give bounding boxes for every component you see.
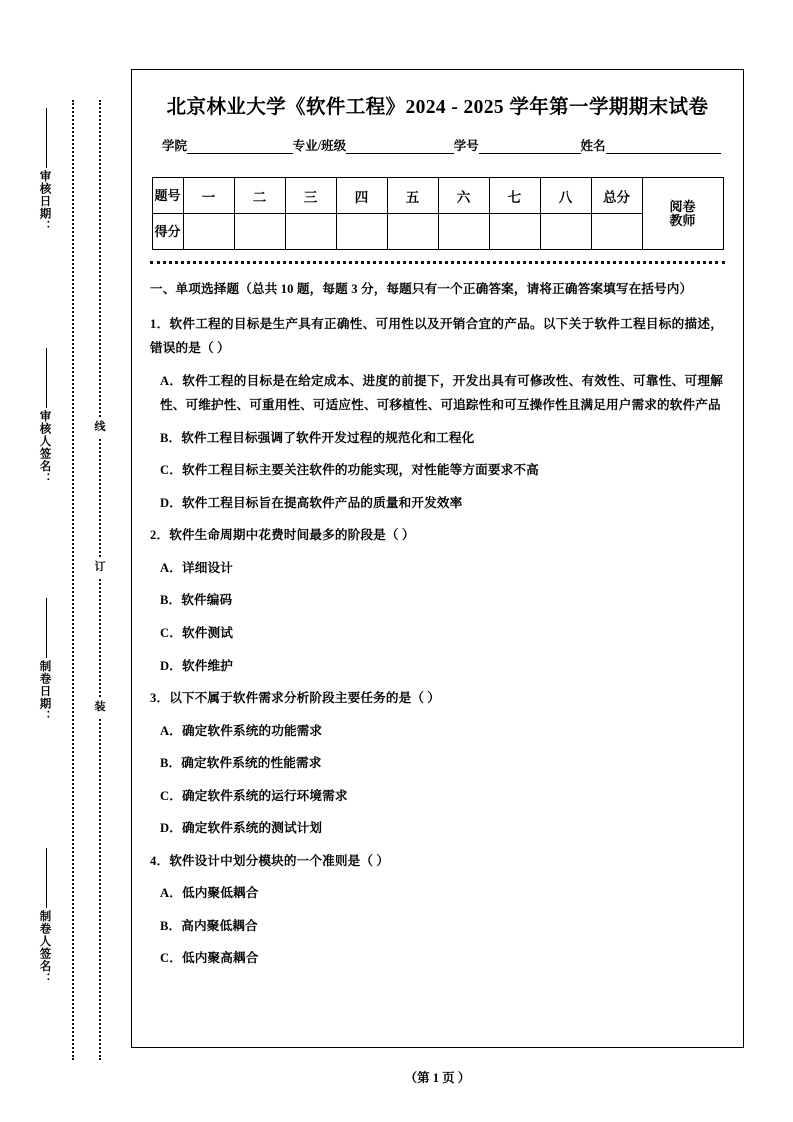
signature-rule-3: [46, 598, 47, 658]
score-col-5: 五: [387, 178, 438, 214]
question-body: [150, 277, 723, 971]
question-2-option-b[interactable]: B．软件编码: [160, 593, 233, 608]
fold-char-bind: 订: [92, 558, 108, 578]
signature-rule-1: [46, 108, 47, 168]
question-1-option-c[interactable]: C．软件工程目标主要关注软件的功能实现，对性能等方面要求不高: [160, 463, 539, 478]
question-3-option-a[interactable]: A．确定软件系统的功能需求: [160, 723, 323, 738]
section-divider: [150, 261, 725, 264]
field-label-college: 学院: [162, 139, 188, 153]
question-3-option-c[interactable]: C．确定软件系统的运行环境需求: [160, 788, 348, 803]
signature-rule-4: [46, 848, 47, 908]
margin-label-producer-signature: 制卷人签名：: [38, 910, 51, 985]
row-label-score: [152, 214, 183, 250]
score-col-6: 六: [438, 178, 489, 214]
fold-char-line: 线: [92, 418, 108, 438]
margin-label-audit-date: 审核日期：: [38, 170, 51, 233]
question-2-option-c[interactable]: C．软件测试: [160, 626, 233, 641]
question-1-option-b[interactable]: B．软件工程目标强调了软件开发过程的规范化和工程化: [160, 430, 475, 445]
question-4-option-a[interactable]: A．低内聚低耦合: [160, 886, 259, 901]
page-footer: （第 1 页 ）: [404, 1071, 471, 1085]
fold-line-outer: [72, 100, 74, 1060]
field-label-student-id: 学号: [453, 139, 479, 153]
signature-rule-2: [46, 348, 47, 408]
score-col-4: 四: [336, 178, 387, 214]
score-col-grading-teacher: [642, 178, 723, 250]
field-input-name[interactable]: [606, 140, 721, 154]
field-label-name: 姓名: [580, 139, 606, 153]
field-input-major-class[interactable]: [346, 140, 454, 154]
field-input-student-id[interactable]: [479, 140, 581, 154]
fold-char-mount: 装: [92, 698, 108, 718]
score-col-1: 一: [183, 178, 234, 214]
margin-label-auditor-signature: 审核人签名：: [38, 410, 51, 485]
page-title: 北京林业大学《软件工程》2024 - 2025 学年第一学期期末试卷: [166, 97, 709, 118]
score-cell-5[interactable]: [387, 214, 438, 250]
score-col-2: 二: [234, 178, 285, 214]
score-col-total: 总分: [591, 178, 642, 214]
margin-label-produce-date: 制卷日期：: [38, 660, 51, 723]
question-1-option-a[interactable]: A．软件工程的目标是在给定成本、进度的前提下，开发出具有可修改性、有效性、可靠性、可理解性、可维护性、可重用性、可适应性、可移植性、可追踪性和可互操作性且满足用户需求的软件产品: [160, 373, 723, 413]
fold-line-inner: [99, 100, 101, 1060]
score-cell-total[interactable]: [591, 214, 642, 250]
question-4-option-b[interactable]: B．高内聚低耦合: [160, 918, 258, 933]
row-label-question-number: [152, 178, 183, 214]
question-3-option-b[interactable]: B．确定软件系统的性能需求: [160, 756, 322, 771]
score-col-3: 三: [285, 178, 336, 214]
margin-signature-column: [0, 0, 131, 1122]
grading-teacher-line-2: 教师: [669, 212, 696, 228]
row-label-question-number-text: 题号: [154, 187, 181, 203]
score-table: [152, 177, 724, 250]
score-cell-7[interactable]: [489, 214, 540, 250]
exam-paper-body: [131, 69, 744, 1048]
question-4-option-c[interactable]: C．低内聚高耦合: [160, 951, 259, 966]
field-label-major-class: 专业/班级: [292, 139, 347, 153]
row-label-score-text: 得分: [154, 223, 181, 239]
question-4-text: 4．软件设计中划分模块的一个准则是（ ）: [150, 853, 390, 868]
table-row-scores: [152, 214, 723, 250]
student-info-row: [162, 136, 721, 154]
question-2-option-a[interactable]: A．详细设计: [160, 560, 233, 575]
score-col-8: 八: [540, 178, 591, 214]
grading-teacher-line-1: 阅卷: [669, 198, 696, 214]
question-3-text: 3．以下不属于软件需求分析阶段主要任务的是（ ）: [150, 691, 441, 706]
question-2-text: 2．软件生命周期中花费时间最多的阶段是（ ）: [150, 528, 415, 543]
question-1-option-d[interactable]: D．软件工程目标旨在提高软件产品的质量和开发效率: [160, 495, 463, 510]
score-cell-1[interactable]: [183, 214, 234, 250]
table-row-question-numbers: [152, 178, 723, 214]
score-cell-2[interactable]: [234, 214, 285, 250]
question-2-option-d[interactable]: D．软件维护: [160, 658, 233, 673]
score-cell-3[interactable]: [285, 214, 336, 250]
score-col-7: 七: [489, 178, 540, 214]
field-input-college[interactable]: [187, 140, 293, 154]
question-3-option-d[interactable]: D．确定软件系统的测试计划: [160, 821, 323, 836]
score-cell-8[interactable]: [540, 214, 591, 250]
question-1-text: 1．软件工程的目标是生产具有正确性、可用性以及开销合宜的产品。以下关于软件工程目标的描述，错误的是（ ）: [150, 316, 723, 356]
score-cell-4[interactable]: [336, 214, 387, 250]
section-heading: 一、单项选择题（总共 10 题，每题 3 分，每题只有一个正确答案，请将正确答案填写在括号内）: [150, 282, 693, 296]
score-cell-6[interactable]: [438, 214, 489, 250]
